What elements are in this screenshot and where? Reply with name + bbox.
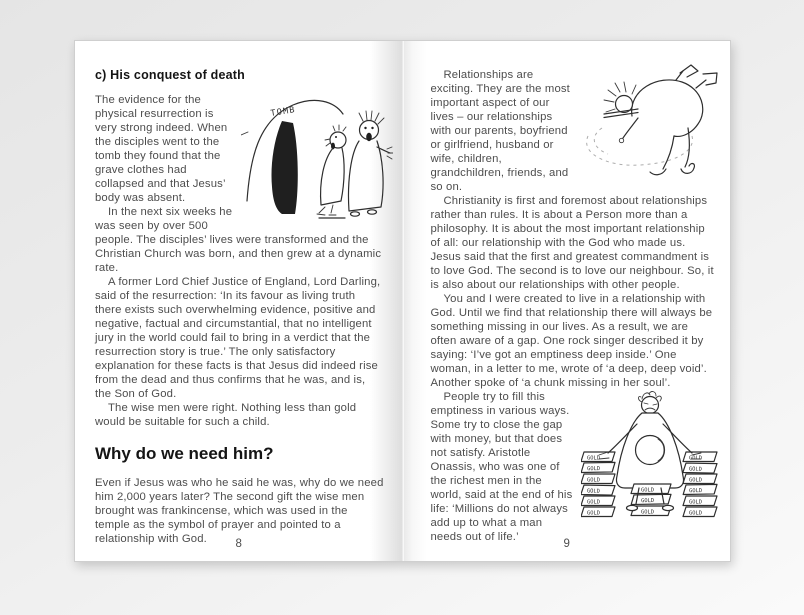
page-right [403,41,731,561]
gold-label: GOLD [689,455,702,462]
book-spread [74,40,731,562]
paragraph: Christianity is first and foremost about relationships rather than rules. It is about a Person more than a philosophy. It is about the most important relationship of all: our relationship with the God who made us. Jesus said that the first and greatest commandment is to love God. The second is to love our neighbour. So, it is also about our relationships with other people. [430,195,714,291]
page-number-left: 8 [235,538,242,550]
gold-stack-left [581,452,615,517]
paragraph: Even if Jesus was who he said he was, why do we need him 2,000 years later? The second gift the wise men brought was frankincense, which was used in the temple as the symbol of prayer and pointed to a relationship with God. [95,477,384,545]
right-page-body [431,68,718,544]
paragraph: People try to fill this emptiness in various ways. Some try to close the gap with money, but that does not satisfy. Aristotle Onassis, who was one of the richest men in the world, said at the end of his life: ‘Millions do not always add up to what a man needs out of life.’ [430,391,573,543]
gold-label: GOLD [641,509,654,516]
section-heading: c) His conquest of death [95,68,245,82]
gold-label: GOLD [641,487,654,494]
gold-label: GOLD [587,510,600,517]
gold-label: GOLD [641,497,655,505]
left-page-body [95,93,385,546]
tomb-illustration [241,93,393,221]
paragraph: Relationships are exciting. They are the most important aspect of our lives – our relationships with our parents, boyfriend or girlfriend, husband or wife, children, grandchildren, friends, and so on. [430,69,570,193]
paragraph: The wise men were right. Nothing less than gold would be suitable for such a child. [95,402,357,428]
gold-label: GOLD [587,499,600,506]
gold-label: GOLD [688,466,702,473]
tomb-label: TOMB [269,105,296,119]
paragraph: A former Lord Chief Justice of England, Lord Darling, said of the resurrection: ‘In its favour as living truth there exists such overwhelming evidence, positive and negative, factual and circumstantial, that no intelligent jury in the world could fail to bring in a verdict that the resurrection story is true.’ The only satisfactory explanation for these facts is that Jesus did indeed rise from the dead and thus confirms that he was, and is, the Son of God. [95,276,381,400]
paragraph: You and I were created to live in a relationship with God. Until we find that relationship there will always be something missing in our lives. As a result, we are often aware of a gap. One rock singer described it by saying: ‘I’ve got an emptiness deep inside.’ One woman, in a letter to me, wrote of ‘a deep, deep void’. Another spoke of ‘a chunk missing in her soul’. [430,293,713,389]
gold-label: GOLD [587,466,601,473]
cartwheel-figure-illustration [580,64,720,185]
gold-label: GOLD [587,477,600,484]
page-left [75,41,403,561]
gold-label: GOLD [586,488,600,495]
gold-man-illustration [581,390,719,522]
subsection-heading: Why do we need him? [95,444,274,463]
page-number-right: 9 [563,538,570,550]
paragraph: In the next six weeks he was seen by over 500 people. The disciples’ lives were transformed and the Christian Church was born, and then grew at a dynamic rate. [95,206,382,274]
paragraph: The evidence for the physical resurrection is very strong indeed. When the disciples went to the tomb they found that the grave clothes had collapsed and that Jesus’ body was absent. [95,94,228,204]
gold-label: GOLD [689,499,702,506]
gold-label: GOLD [689,510,702,517]
gold-label: GOLD [689,488,703,495]
gold-label: GOLD [587,455,600,462]
gold-label: GOLD [689,477,702,484]
gold-stack-right [683,452,717,517]
